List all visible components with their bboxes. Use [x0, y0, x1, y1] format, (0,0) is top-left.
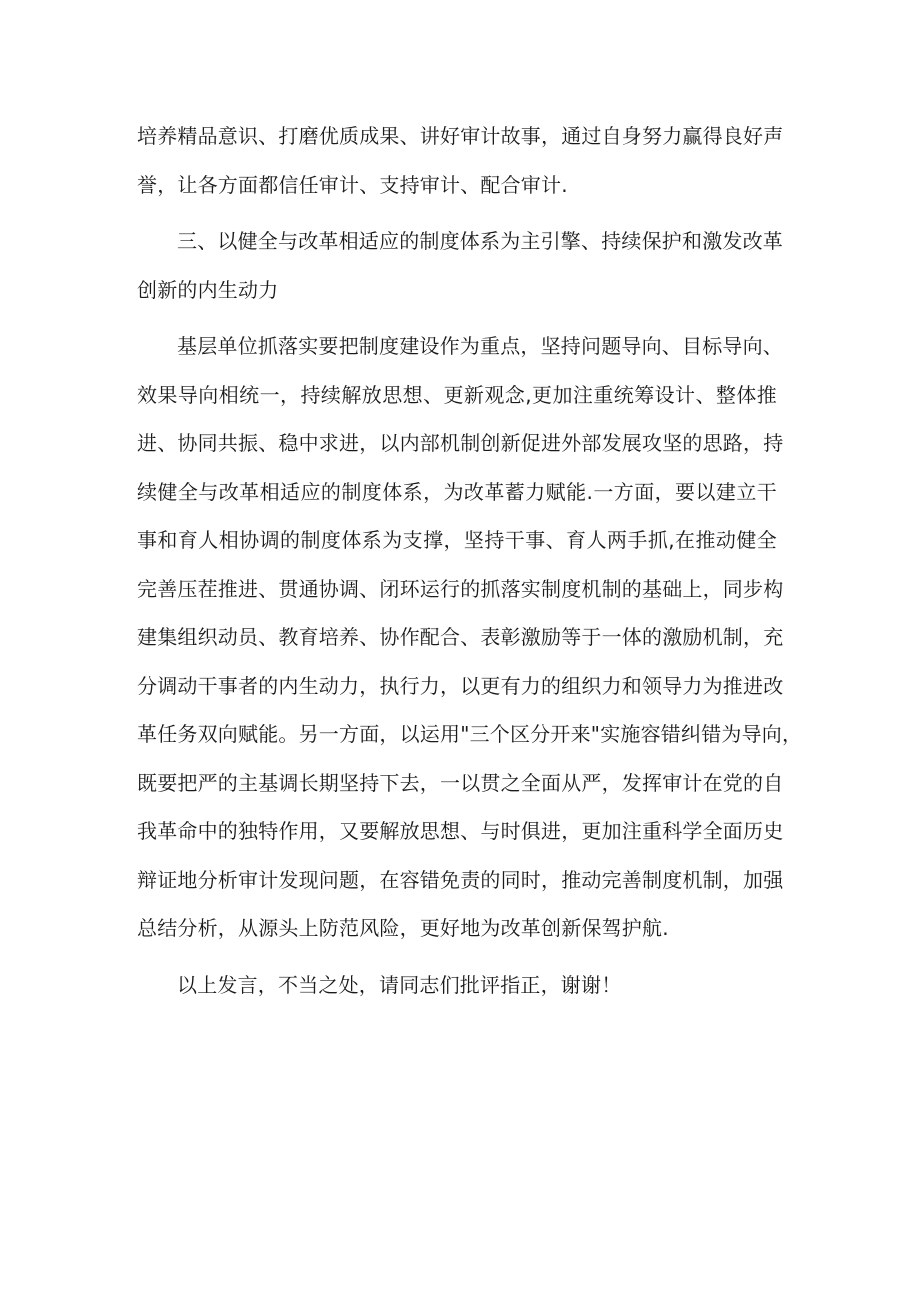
text-line: 以上发言，不当之处，请同志们批评指正，谢谢！: [177, 972, 622, 997]
text-line: 总结分析，从源头上防范风险，更好地为改革创新保驾护航.: [137, 916, 669, 940]
text-line: 三、以健全与改革相适应的制度体系为主引擎、持续保护和激发改革: [177, 229, 783, 253]
paragraph-system-building: [137, 322, 803, 953]
paragraph-closing: [137, 961, 777, 1010]
text-line: 进、协同共振、稳中求进，以内部机制创新促进外部发展攻坚的思路，持: [137, 431, 784, 455]
text-line: 培养精品意识、打磨优质成果、讲好审计故事，通过自身努力赢得良好声: [137, 124, 784, 148]
text-line: 我革命中的独特作用，又要解放思想、与时俱进，更加注重科学全面历史: [137, 819, 784, 843]
text-line: 誉，让各方面都信任审计、支持审计、配合审计.: [137, 172, 568, 197]
text-line: 效果导向相统一，持续解放思想、更新观念,更加注重统筹设计、整体推: [137, 382, 777, 407]
text-line: 分调动干事者的内生动力，执行力，以更有力的组织力和领导力为推进改: [137, 673, 784, 698]
text-line: 辩证地分析审计发现问题，在容错免责的同时，推动完善制度机制，加强: [137, 867, 784, 892]
text-line: 革任务双向赋能。另一方面，以运用"三个区分开来"实施容错纠错为导向，: [137, 722, 803, 746]
document-body: [137, 112, 803, 1009]
text-line: 建集组织动员、教育培养、协作配合、表彰激励等于一体的激励机制，充: [137, 625, 784, 649]
section-heading-three: [137, 217, 783, 314]
text-line: 既要把严的主基调长期坚持下去，一以贯之全面从严，发挥审计在党的自: [137, 770, 784, 795]
text-line: 完善压茬推进、贯通协调、闭环运行的抓落实制度机制的基础上，同步构: [137, 576, 784, 601]
text-line: 创新的内生动力: [137, 277, 279, 302]
text-line: 事和育人相协调的制度体系为支撑，坚持干事、育人两手抓,在推动健全: [137, 528, 777, 552]
text-line: 基层单位抓落实要把制度建设作为重点，坚持问题导向、目标导向、: [177, 334, 783, 358]
paragraph-credibility: [137, 112, 784, 209]
text-line: 续健全与改革相适应的制度体系，为改革蓄力赋能.一方面，要以建立干: [137, 479, 777, 504]
